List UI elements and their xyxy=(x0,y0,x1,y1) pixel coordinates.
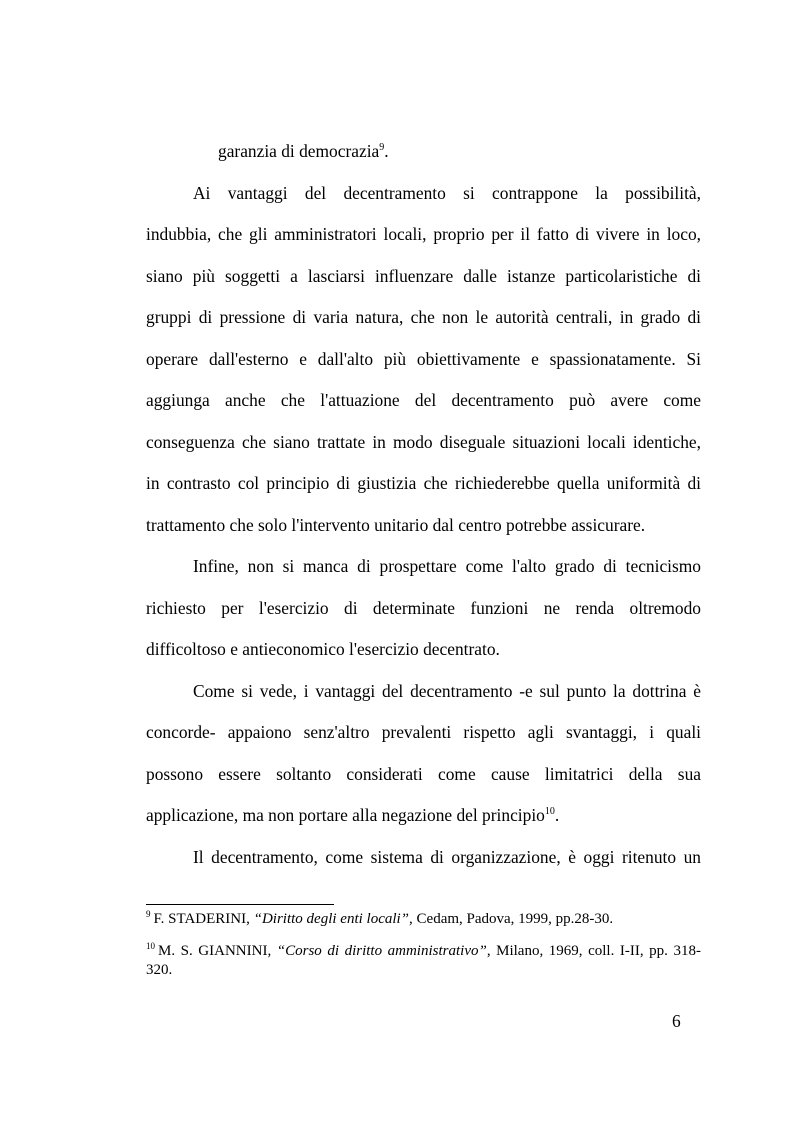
body-line xyxy=(146,131,701,173)
footnote-number: 9 xyxy=(146,909,151,919)
body-line-text: garanzia di democrazia xyxy=(218,141,380,161)
body-line-text: applicazione, ma non portare alla negazione del principio xyxy=(146,805,545,825)
body-line: difficoltoso e antieconomico l'esercizio decentrato. xyxy=(146,639,500,659)
footnote-author: F. STADERINI, xyxy=(153,911,254,927)
footnote-author: M. S. GIANNINI, xyxy=(158,943,277,959)
footnote-ref-10: 10 xyxy=(544,806,555,818)
footnote-details: , Cedam, Padova, 1999, pp.28-30. xyxy=(409,911,614,927)
body-line: aggiunga anche che l'attuazione del decentramento può avere come xyxy=(146,390,701,410)
body-line: richiesto per l'esercizio di determinate funzioni ne renda oltremodo xyxy=(146,597,701,618)
footnote-number: 10 xyxy=(146,941,155,951)
footnote-details: , Milano, 1969, coll. I-II, pp. 318-320. xyxy=(146,943,701,978)
page-number: 6 xyxy=(672,1011,681,1031)
body-line: indubbia, che gli amministratori locali, proprio per il fatto di vivere in loco, xyxy=(146,224,701,244)
body-line: Come si vede, i vantaggi del decentramento -e sul punto la dottrina è xyxy=(193,680,701,701)
footnote-separator xyxy=(146,904,334,905)
body-line: in contrasto col principio di giustizia che richiederebbe quella uniformità di xyxy=(146,473,701,493)
footnotes xyxy=(146,910,701,993)
body-line-punct: . xyxy=(384,141,389,161)
body-line: siano più soggetti a lasciarsi influenzare dalle istanze particolaristiche di xyxy=(146,265,701,286)
footnote-9 xyxy=(146,910,701,929)
body-line: possono essere soltanto considerati come cause limitatrici della sua xyxy=(146,763,701,784)
body-line: operare dall'esterno e dall'alto più obiettivamente e spassionatamente. Si xyxy=(146,348,701,369)
footnote-title: “Corso di diritto amministrativo” xyxy=(276,943,487,959)
body-line: Il decentramento, come sistema di organizzazione, è oggi ritenuto un xyxy=(193,846,701,867)
footnote-ref-9: 9 xyxy=(379,142,385,154)
body-line-punct: . xyxy=(554,805,560,825)
footnote-10 xyxy=(146,942,701,980)
body-line: gruppi di pressione di varia natura, che non le autorità centrali, in grado di xyxy=(146,307,701,327)
footnote-title: “Diritto degli enti locali” xyxy=(253,911,410,927)
body-line: Ai vantaggi del decentramento si contrappone la possibilità, xyxy=(193,182,701,203)
body-line: concorde- appaiono senz'altro prevalenti rispetto agli svantaggi, i quali xyxy=(146,722,701,742)
body-line: conseguenza che siano trattate in modo diseguale situazioni locali identiche, xyxy=(146,431,701,452)
body-text xyxy=(146,131,701,878)
body-line: trattamento che solo l'intervento unitario dal centro potrebbe assicurare. xyxy=(146,514,646,535)
body-line xyxy=(146,795,701,837)
body-line: Infine, non si manca di prospettare come l'alto grado di tecnicismo xyxy=(193,556,701,576)
